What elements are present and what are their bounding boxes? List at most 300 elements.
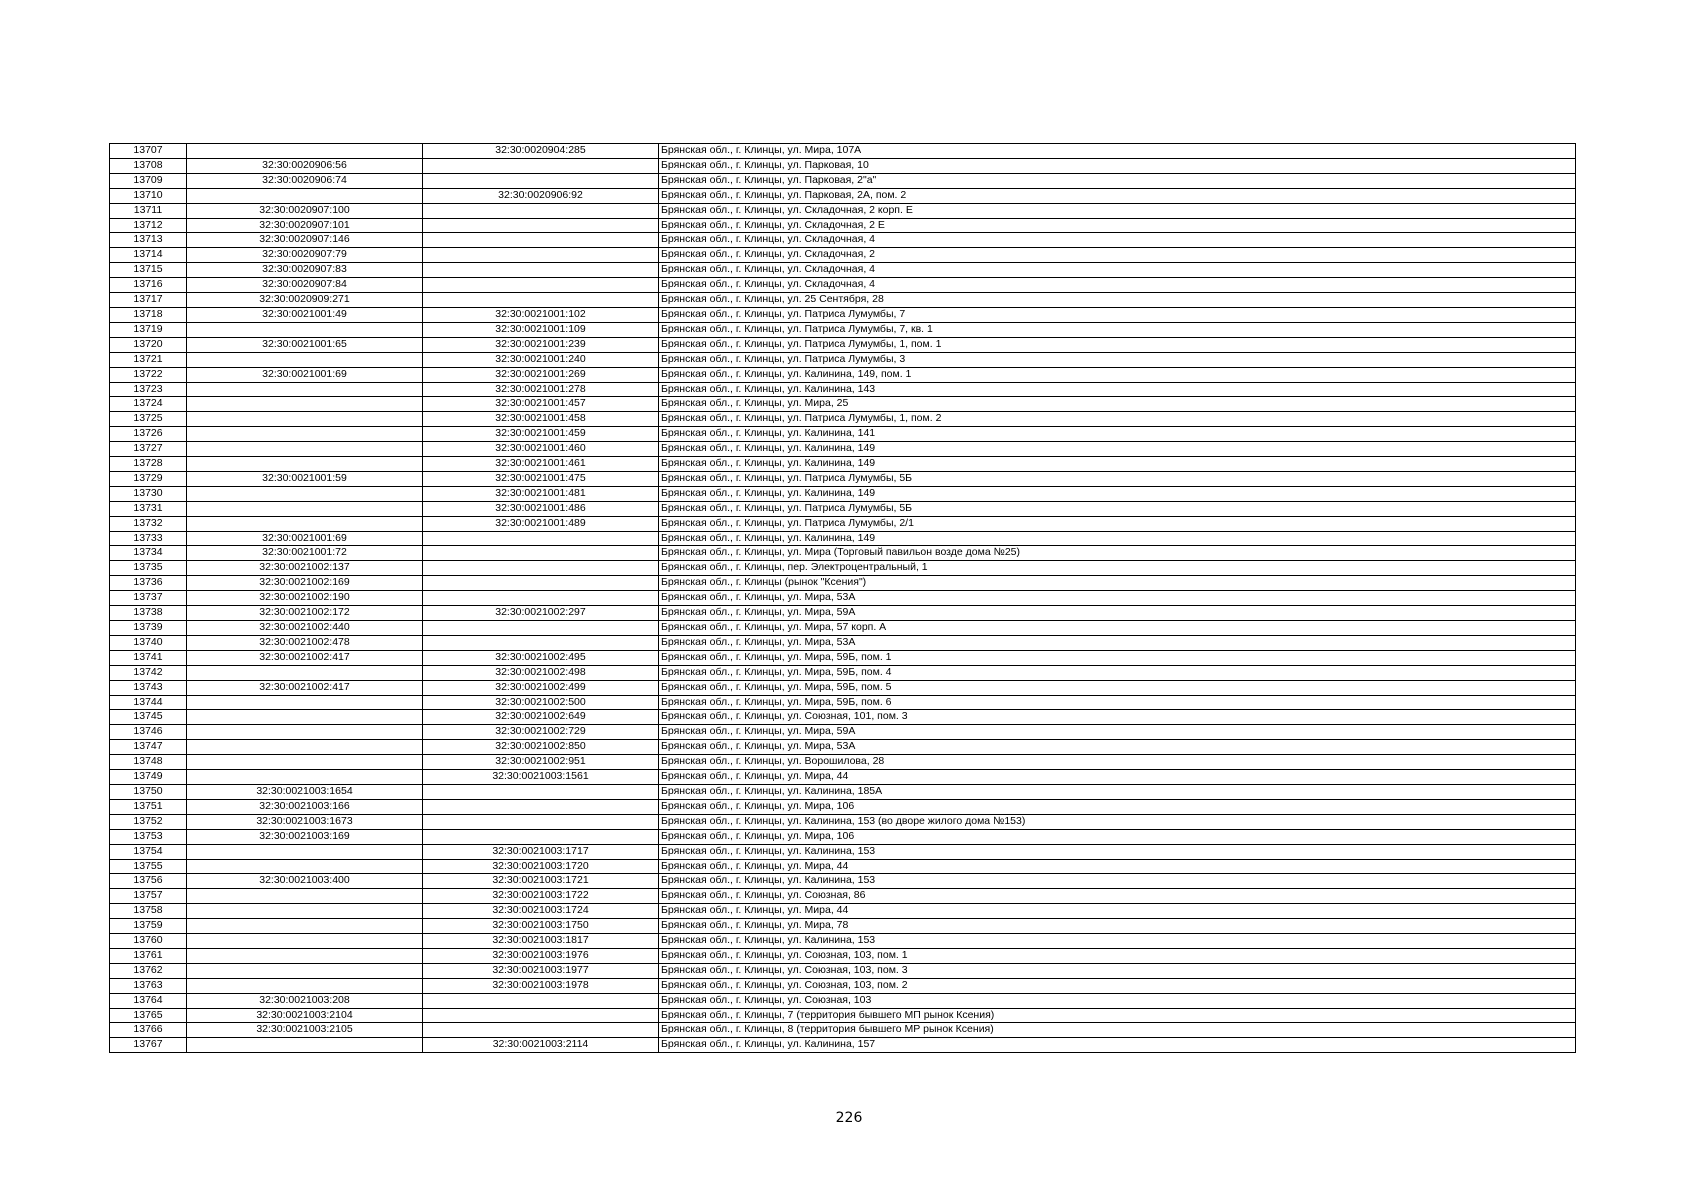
- table-row: [110, 516, 1576, 531]
- building-cadastral-number-cell: [423, 576, 659, 591]
- land-cadastral-number-cell: [187, 501, 423, 516]
- row-number-cell: 13746: [110, 725, 187, 740]
- building-cadastral-number-cell: 32:30:0021003:1978: [423, 978, 659, 993]
- address-cell: Брянская обл., г. Клинцы, ул. Складочная, 2 корп. Е: [659, 203, 1576, 218]
- building-cadastral-number-cell: 32:30:0021001:481: [423, 486, 659, 501]
- table-row: [110, 740, 1576, 755]
- row-number-cell: 13732: [110, 516, 187, 531]
- address-cell: Брянская обл., г. Клинцы, ул. Мира, 107А: [659, 144, 1576, 159]
- row-number-cell: 13753: [110, 829, 187, 844]
- row-number-cell: 13754: [110, 844, 187, 859]
- row-number-cell: 13743: [110, 680, 187, 695]
- row-number-cell: 13745: [110, 710, 187, 725]
- row-number-cell: 13756: [110, 874, 187, 889]
- land-cadastral-number-cell: [187, 442, 423, 457]
- address-cell: Брянская обл., г. Клинцы, ул. Калинина, 143: [659, 382, 1576, 397]
- table-row: [110, 233, 1576, 248]
- table-row: [110, 218, 1576, 233]
- building-cadastral-number-cell: [423, 531, 659, 546]
- row-number-cell: 13714: [110, 248, 187, 263]
- row-number-cell: 13755: [110, 859, 187, 874]
- land-cadastral-number-cell: [187, 322, 423, 337]
- address-cell: Брянская обл., г. Клинцы, ул. Мира, 59А: [659, 725, 1576, 740]
- row-number-cell: 13713: [110, 233, 187, 248]
- row-number-cell: 13735: [110, 561, 187, 576]
- land-cadastral-number-cell: 32:30:0021003:169: [187, 829, 423, 844]
- table-row: [110, 382, 1576, 397]
- address-cell: Брянская обл., г. Клинцы, ул. Калинина, 153: [659, 874, 1576, 889]
- table-row: [110, 665, 1576, 680]
- land-cadastral-number-cell: [187, 695, 423, 710]
- address-cell: Брянская обл., г. Клинцы, ул. Союзная, 86: [659, 889, 1576, 904]
- row-number-cell: 13711: [110, 203, 187, 218]
- table-row: [110, 814, 1576, 829]
- land-cadastral-number-cell: 32:30:0020907:100: [187, 203, 423, 218]
- row-number-cell: 13742: [110, 665, 187, 680]
- row-number-cell: 13748: [110, 755, 187, 770]
- address-cell: Брянская обл., г. Клинцы, ул. Мира, 59Б, пом. 5: [659, 680, 1576, 695]
- table-row: [110, 948, 1576, 963]
- land-cadastral-number-cell: [187, 859, 423, 874]
- address-cell: Брянская обл., г. Клинцы, ул. Калинина, 149: [659, 442, 1576, 457]
- building-cadastral-number-cell: 32:30:0021002:495: [423, 650, 659, 665]
- land-cadastral-number-cell: [187, 978, 423, 993]
- table-row: [110, 1023, 1576, 1038]
- row-number-cell: 13747: [110, 740, 187, 755]
- land-cadastral-number-cell: 32:30:0021002:169: [187, 576, 423, 591]
- table-row: [110, 397, 1576, 412]
- table-row: [110, 278, 1576, 293]
- address-cell: Брянская обл., г. Клинцы, ул. Парковая, 2"а": [659, 173, 1576, 188]
- building-cadastral-number-cell: 32:30:0021001:239: [423, 337, 659, 352]
- land-cadastral-number-cell: [187, 382, 423, 397]
- building-cadastral-number-cell: 32:30:0021002:729: [423, 725, 659, 740]
- address-cell: Брянская обл., г. Клинцы, ул. Мира, 53А: [659, 635, 1576, 650]
- row-number-cell: 13763: [110, 978, 187, 993]
- land-cadastral-number-cell: [187, 740, 423, 755]
- land-cadastral-number-cell: 32:30:0020907:84: [187, 278, 423, 293]
- row-number-cell: 13729: [110, 471, 187, 486]
- row-number-cell: 13727: [110, 442, 187, 457]
- land-cadastral-number-cell: [187, 934, 423, 949]
- table-row: [110, 531, 1576, 546]
- building-cadastral-number-cell: 32:30:0020906:92: [423, 188, 659, 203]
- building-cadastral-number-cell: 32:30:0021001:102: [423, 307, 659, 322]
- building-cadastral-number-cell: 32:30:0021001:475: [423, 471, 659, 486]
- address-cell: Брянская обл., г. Клинцы, ул. Союзная, 101, пом. 3: [659, 710, 1576, 725]
- land-cadastral-number-cell: 32:30:0021003:166: [187, 799, 423, 814]
- building-cadastral-number-cell: [423, 1008, 659, 1023]
- land-cadastral-number-cell: [187, 919, 423, 934]
- table-row: [110, 337, 1576, 352]
- address-cell: Брянская обл., г. Клинцы, ул. Складочная, 2 Е: [659, 218, 1576, 233]
- table-row: [110, 963, 1576, 978]
- row-number-cell: 13721: [110, 352, 187, 367]
- address-cell: Брянская обл., г. Клинцы, ул. Мира, 59А: [659, 606, 1576, 621]
- table-row: [110, 695, 1576, 710]
- building-cadastral-number-cell: [423, 1023, 659, 1038]
- building-cadastral-number-cell: 32:30:0021001:461: [423, 457, 659, 472]
- address-cell: Брянская обл., г. Клинцы, ул. Патриса Лумумбы, 3: [659, 352, 1576, 367]
- table-row: [110, 680, 1576, 695]
- land-cadastral-number-cell: [187, 963, 423, 978]
- table-row: [110, 1008, 1576, 1023]
- building-cadastral-number-cell: 32:30:0021002:850: [423, 740, 659, 755]
- address-cell: Брянская обл., г. Клинцы, ул. Мира (Торговый павильон возде дома №25): [659, 546, 1576, 561]
- land-cadastral-number-cell: [187, 948, 423, 963]
- land-cadastral-number-cell: 32:30:0021001:69: [187, 367, 423, 382]
- table-row: [110, 307, 1576, 322]
- row-number-cell: 13716: [110, 278, 187, 293]
- building-cadastral-number-cell: 32:30:0021003:1976: [423, 948, 659, 963]
- row-number-cell: 13730: [110, 486, 187, 501]
- land-cadastral-number-cell: 32:30:0021001:59: [187, 471, 423, 486]
- address-cell: Брянская обл., г. Клинцы, ул. Патриса Лумумбы, 1, пом. 1: [659, 337, 1576, 352]
- land-cadastral-number-cell: 32:30:0021003:208: [187, 993, 423, 1008]
- table-row: [110, 367, 1576, 382]
- address-cell: Брянская обл., г. Клинцы, ул. Мира, 44: [659, 904, 1576, 919]
- address-cell: Брянская обл., г. Клинцы, ул. Ворошилова, 28: [659, 755, 1576, 770]
- address-cell: Брянская обл., г. Клинцы, ул. Мира, 25: [659, 397, 1576, 412]
- table-row: [110, 561, 1576, 576]
- land-cadastral-number-cell: [187, 1038, 423, 1053]
- table-row: [110, 457, 1576, 472]
- row-number-cell: 13767: [110, 1038, 187, 1053]
- table-row: [110, 889, 1576, 904]
- building-cadastral-number-cell: [423, 173, 659, 188]
- row-number-cell: 13764: [110, 993, 187, 1008]
- address-cell: Брянская обл., г. Клинцы, ул. 25 Сентября, 28: [659, 293, 1576, 308]
- land-cadastral-number-cell: [187, 457, 423, 472]
- row-number-cell: 13718: [110, 307, 187, 322]
- address-cell: Брянская обл., г. Клинцы, ул. Калинина, 153 (во дворе жилого дома №153): [659, 814, 1576, 829]
- land-cadastral-number-cell: 32:30:0021001:72: [187, 546, 423, 561]
- row-number-cell: 13762: [110, 963, 187, 978]
- table-row: [110, 829, 1576, 844]
- building-cadastral-number-cell: 32:30:0021003:1724: [423, 904, 659, 919]
- land-cadastral-number-cell: 32:30:0021003:400: [187, 874, 423, 889]
- registry-table: [109, 143, 1576, 1053]
- table-row: [110, 784, 1576, 799]
- address-cell: Брянская обл., г. Клинцы, ул. Мира, 59Б, пом. 4: [659, 665, 1576, 680]
- land-cadastral-number-cell: 32:30:0021001:49: [187, 307, 423, 322]
- land-cadastral-number-cell: 32:30:0021001:65: [187, 337, 423, 352]
- table-row: [110, 427, 1576, 442]
- address-cell: Брянская обл., г. Клинцы, ул. Калинина, 149: [659, 531, 1576, 546]
- address-cell: Брянская обл., г. Клинцы, ул. Мира, 44: [659, 859, 1576, 874]
- land-cadastral-number-cell: [187, 710, 423, 725]
- building-cadastral-number-cell: [423, 635, 659, 650]
- land-cadastral-number-cell: [187, 904, 423, 919]
- row-number-cell: 13759: [110, 919, 187, 934]
- building-cadastral-number-cell: [423, 799, 659, 814]
- land-cadastral-number-cell: [187, 770, 423, 785]
- building-cadastral-number-cell: [423, 591, 659, 606]
- table-row: [110, 874, 1576, 889]
- building-cadastral-number-cell: [423, 621, 659, 636]
- building-cadastral-number-cell: 32:30:0021001:489: [423, 516, 659, 531]
- address-cell: Брянская обл., г. Клинцы, ул. Мира, 53А: [659, 740, 1576, 755]
- building-cadastral-number-cell: 32:30:0021001:458: [423, 412, 659, 427]
- address-cell: Брянская обл., г. Клинцы, ул. Калинина, 149: [659, 486, 1576, 501]
- building-cadastral-number-cell: 32:30:0021002:649: [423, 710, 659, 725]
- building-cadastral-number-cell: 32:30:0021003:1561: [423, 770, 659, 785]
- building-cadastral-number-cell: 32:30:0021003:1817: [423, 934, 659, 949]
- building-cadastral-number-cell: [423, 993, 659, 1008]
- table-row: [110, 248, 1576, 263]
- address-cell: Брянская обл., г. Клинцы, ул. Калинина, 153: [659, 844, 1576, 859]
- row-number-cell: 13749: [110, 770, 187, 785]
- page-number: 226: [835, 1110, 863, 1126]
- row-number-cell: 13710: [110, 188, 187, 203]
- address-cell: Брянская обл., г. Клинцы, ул. Мира, 53А: [659, 591, 1576, 606]
- building-cadastral-number-cell: 32:30:0021001:278: [423, 382, 659, 397]
- row-number-cell: 13740: [110, 635, 187, 650]
- building-cadastral-number-cell: [423, 784, 659, 799]
- table-row: [110, 859, 1576, 874]
- land-cadastral-number-cell: [187, 188, 423, 203]
- land-cadastral-number-cell: 32:30:0020907:101: [187, 218, 423, 233]
- row-number-cell: 13723: [110, 382, 187, 397]
- address-cell: Брянская обл., г. Клинцы, 8 (территория бывшего МР рынок Ксения): [659, 1023, 1576, 1038]
- building-cadastral-number-cell: [423, 233, 659, 248]
- building-cadastral-number-cell: 32:30:0021002:498: [423, 665, 659, 680]
- building-cadastral-number-cell: 32:30:0021003:2114: [423, 1038, 659, 1053]
- table-row: [110, 501, 1576, 516]
- address-cell: Брянская обл., г. Клинцы, ул. Союзная, 103: [659, 993, 1576, 1008]
- row-number-cell: 13717: [110, 293, 187, 308]
- address-cell: Брянская обл., г. Клинцы, ул. Союзная, 103, пом. 2: [659, 978, 1576, 993]
- table-row: [110, 263, 1576, 278]
- building-cadastral-number-cell: 32:30:0021003:1720: [423, 859, 659, 874]
- building-cadastral-number-cell: [423, 814, 659, 829]
- land-cadastral-number-cell: [187, 889, 423, 904]
- table-row: [110, 576, 1576, 591]
- table-row: [110, 158, 1576, 173]
- row-number-cell: 13758: [110, 904, 187, 919]
- land-cadastral-number-cell: 32:30:0021003:2105: [187, 1023, 423, 1038]
- row-number-cell: 13757: [110, 889, 187, 904]
- address-cell: Брянская обл., г. Клинцы, ул. Складочная, 4: [659, 278, 1576, 293]
- row-number-cell: 13712: [110, 218, 187, 233]
- land-cadastral-number-cell: [187, 427, 423, 442]
- land-cadastral-number-cell: 32:30:0021003:1673: [187, 814, 423, 829]
- row-number-cell: 13734: [110, 546, 187, 561]
- row-number-cell: 13722: [110, 367, 187, 382]
- address-cell: Брянская обл., г. Клинцы, ул. Складочная, 2: [659, 248, 1576, 263]
- land-cadastral-number-cell: 32:30:0020909:271: [187, 293, 423, 308]
- building-cadastral-number-cell: [423, 293, 659, 308]
- table-row: [110, 352, 1576, 367]
- address-cell: Брянская обл., г. Клинцы, ул. Складочная, 4: [659, 263, 1576, 278]
- table-row: [110, 650, 1576, 665]
- row-number-cell: 13708: [110, 158, 187, 173]
- row-number-cell: 13728: [110, 457, 187, 472]
- address-cell: Брянская обл., г. Клинцы, ул. Патриса Лумумбы, 7, кв. 1: [659, 322, 1576, 337]
- land-cadastral-number-cell: 32:30:0021003:2104: [187, 1008, 423, 1023]
- building-cadastral-number-cell: [423, 561, 659, 576]
- address-cell: Брянская обл., г. Клинцы, ул. Союзная, 103, пом. 3: [659, 963, 1576, 978]
- table-row: [110, 635, 1576, 650]
- table-row: [110, 173, 1576, 188]
- row-number-cell: 13726: [110, 427, 187, 442]
- row-number-cell: 13709: [110, 173, 187, 188]
- table-row: [110, 486, 1576, 501]
- address-cell: Брянская обл., г. Клинцы, ул. Калинина, 185А: [659, 784, 1576, 799]
- building-cadastral-number-cell: 32:30:0021003:1750: [423, 919, 659, 934]
- address-cell: Брянская обл., г. Клинцы, ул. Калинина, 157: [659, 1038, 1576, 1053]
- land-cadastral-number-cell: [187, 397, 423, 412]
- address-cell: Брянская обл., г. Клинцы, ул. Патриса Лумумбы, 1, пом. 2: [659, 412, 1576, 427]
- table-row: [110, 770, 1576, 785]
- address-cell: Брянская обл., г. Клинцы, ул. Складочная, 4: [659, 233, 1576, 248]
- table-row: [110, 188, 1576, 203]
- address-cell: Брянская обл., г. Клинцы, ул. Мира, 106: [659, 829, 1576, 844]
- address-cell: Брянская обл., г. Клинцы (рынок "Ксения"): [659, 576, 1576, 591]
- table-row: [110, 799, 1576, 814]
- table-row: [110, 412, 1576, 427]
- address-cell: Брянская обл., г. Клинцы, ул. Мира, 57 корп. А: [659, 621, 1576, 636]
- table-row: [110, 904, 1576, 919]
- row-number-cell: 13725: [110, 412, 187, 427]
- row-number-cell: 13720: [110, 337, 187, 352]
- table-row: [110, 546, 1576, 561]
- land-cadastral-number-cell: 32:30:0021002:417: [187, 650, 423, 665]
- row-number-cell: 13744: [110, 695, 187, 710]
- land-cadastral-number-cell: 32:30:0020906:56: [187, 158, 423, 173]
- table-row: [110, 725, 1576, 740]
- table-row: [110, 591, 1576, 606]
- address-cell: Брянская обл., г. Клинцы, ул. Патриса Лумумбы, 5Б: [659, 501, 1576, 516]
- land-cadastral-number-cell: [187, 844, 423, 859]
- land-cadastral-number-cell: 32:30:0021002:172: [187, 606, 423, 621]
- address-cell: Брянская обл., г. Клинцы, ул. Мира, 59Б, пом. 6: [659, 695, 1576, 710]
- table-row: [110, 442, 1576, 457]
- land-cadastral-number-cell: 32:30:0021002:440: [187, 621, 423, 636]
- building-cadastral-number-cell: 32:30:0021003:1977: [423, 963, 659, 978]
- table-row: [110, 919, 1576, 934]
- table-row: [110, 144, 1576, 159]
- address-cell: Брянская обл., г. Клинцы, ул. Мира, 78: [659, 919, 1576, 934]
- building-cadastral-number-cell: 32:30:0021001:269: [423, 367, 659, 382]
- row-number-cell: 13733: [110, 531, 187, 546]
- table-row: [110, 993, 1576, 1008]
- building-cadastral-number-cell: 32:30:0021001:109: [423, 322, 659, 337]
- row-number-cell: 13761: [110, 948, 187, 963]
- address-cell: Брянская обл., г. Клинцы, ул. Калинина, 149: [659, 457, 1576, 472]
- address-cell: Брянская обл., г. Клинцы, ул. Патриса Лумумбы, 7: [659, 307, 1576, 322]
- land-cadastral-number-cell: 32:30:0021002:417: [187, 680, 423, 695]
- row-number-cell: 13765: [110, 1008, 187, 1023]
- row-number-cell: 13739: [110, 621, 187, 636]
- land-cadastral-number-cell: 32:30:0020906:74: [187, 173, 423, 188]
- address-cell: Брянская обл., г. Клинцы, ул. Калинина, 149, пом. 1: [659, 367, 1576, 382]
- building-cadastral-number-cell: [423, 263, 659, 278]
- building-cadastral-number-cell: 32:30:0021002:951: [423, 755, 659, 770]
- table-row: [110, 844, 1576, 859]
- address-cell: Брянская обл., г. Клинцы, ул. Калинина, 153: [659, 934, 1576, 949]
- land-cadastral-number-cell: [187, 665, 423, 680]
- table-row: [110, 710, 1576, 725]
- building-cadastral-number-cell: 32:30:0021001:457: [423, 397, 659, 412]
- land-cadastral-number-cell: 32:30:0020907:146: [187, 233, 423, 248]
- building-cadastral-number-cell: 32:30:0021002:499: [423, 680, 659, 695]
- row-number-cell: 13724: [110, 397, 187, 412]
- land-cadastral-number-cell: 32:30:0021001:69: [187, 531, 423, 546]
- building-cadastral-number-cell: [423, 248, 659, 263]
- address-cell: Брянская обл., г. Клинцы, пер. Электроцентральный, 1: [659, 561, 1576, 576]
- building-cadastral-number-cell: [423, 829, 659, 844]
- row-number-cell: 13750: [110, 784, 187, 799]
- row-number-cell: 13751: [110, 799, 187, 814]
- building-cadastral-number-cell: 32:30:0021002:297: [423, 606, 659, 621]
- address-cell: Брянская обл., г. Клинцы, ул. Патриса Лумумбы, 5Б: [659, 471, 1576, 486]
- land-cadastral-number-cell: 32:30:0021002:478: [187, 635, 423, 650]
- building-cadastral-number-cell: [423, 203, 659, 218]
- table-row: [110, 606, 1576, 621]
- land-cadastral-number-cell: [187, 755, 423, 770]
- building-cadastral-number-cell: 32:30:0021003:1721: [423, 874, 659, 889]
- land-cadastral-number-cell: [187, 725, 423, 740]
- address-cell: Брянская обл., г. Клинцы, ул. Союзная, 103, пом. 1: [659, 948, 1576, 963]
- land-cadastral-number-cell: 32:30:0021003:1654: [187, 784, 423, 799]
- building-cadastral-number-cell: 32:30:0021003:1722: [423, 889, 659, 904]
- address-cell: Брянская обл., г. Клинцы, 7 (территория бывшего МП рынок Ксения): [659, 1008, 1576, 1023]
- table-row: [110, 203, 1576, 218]
- building-cadastral-number-cell: 32:30:0021001:459: [423, 427, 659, 442]
- land-cadastral-number-cell: [187, 412, 423, 427]
- land-cadastral-number-cell: 32:30:0021002:190: [187, 591, 423, 606]
- address-cell: Брянская обл., г. Клинцы, ул. Парковая, 2А, пом. 2: [659, 188, 1576, 203]
- building-cadastral-number-cell: 32:30:0021001:460: [423, 442, 659, 457]
- table-row: [110, 471, 1576, 486]
- building-cadastral-number-cell: [423, 278, 659, 293]
- building-cadastral-number-cell: 32:30:0021002:500: [423, 695, 659, 710]
- address-cell: Брянская обл., г. Клинцы, ул. Парковая, 10: [659, 158, 1576, 173]
- registry-table-body: [110, 144, 1576, 1053]
- land-cadastral-number-cell: [187, 144, 423, 159]
- building-cadastral-number-cell: [423, 158, 659, 173]
- table-row: [110, 293, 1576, 308]
- row-number-cell: 13719: [110, 322, 187, 337]
- row-number-cell: 13741: [110, 650, 187, 665]
- row-number-cell: 13715: [110, 263, 187, 278]
- row-number-cell: 13736: [110, 576, 187, 591]
- building-cadastral-number-cell: 32:30:0021003:1717: [423, 844, 659, 859]
- table-row: [110, 621, 1576, 636]
- building-cadastral-number-cell: 32:30:0021001:240: [423, 352, 659, 367]
- address-cell: Брянская обл., г. Клинцы, ул. Мира, 59Б, пом. 1: [659, 650, 1576, 665]
- table-row: [110, 322, 1576, 337]
- land-cadastral-number-cell: 32:30:0020907:83: [187, 263, 423, 278]
- building-cadastral-number-cell: 32:30:0020904:285: [423, 144, 659, 159]
- row-number-cell: 13737: [110, 591, 187, 606]
- address-cell: Брянская обл., г. Клинцы, ул. Мира, 106: [659, 799, 1576, 814]
- table-row: [110, 1038, 1576, 1053]
- row-number-cell: 13766: [110, 1023, 187, 1038]
- address-cell: Брянская обл., г. Клинцы, ул. Калинина, 141: [659, 427, 1576, 442]
- address-cell: Брянская обл., г. Клинцы, ул. Мира, 44: [659, 770, 1576, 785]
- land-cadastral-number-cell: 32:30:0020907:79: [187, 248, 423, 263]
- row-number-cell: 13707: [110, 144, 187, 159]
- table-row: [110, 934, 1576, 949]
- building-cadastral-number-cell: 32:30:0021001:486: [423, 501, 659, 516]
- building-cadastral-number-cell: [423, 546, 659, 561]
- land-cadastral-number-cell: 32:30:0021002:137: [187, 561, 423, 576]
- land-cadastral-number-cell: [187, 516, 423, 531]
- land-cadastral-number-cell: [187, 352, 423, 367]
- land-cadastral-number-cell: [187, 486, 423, 501]
